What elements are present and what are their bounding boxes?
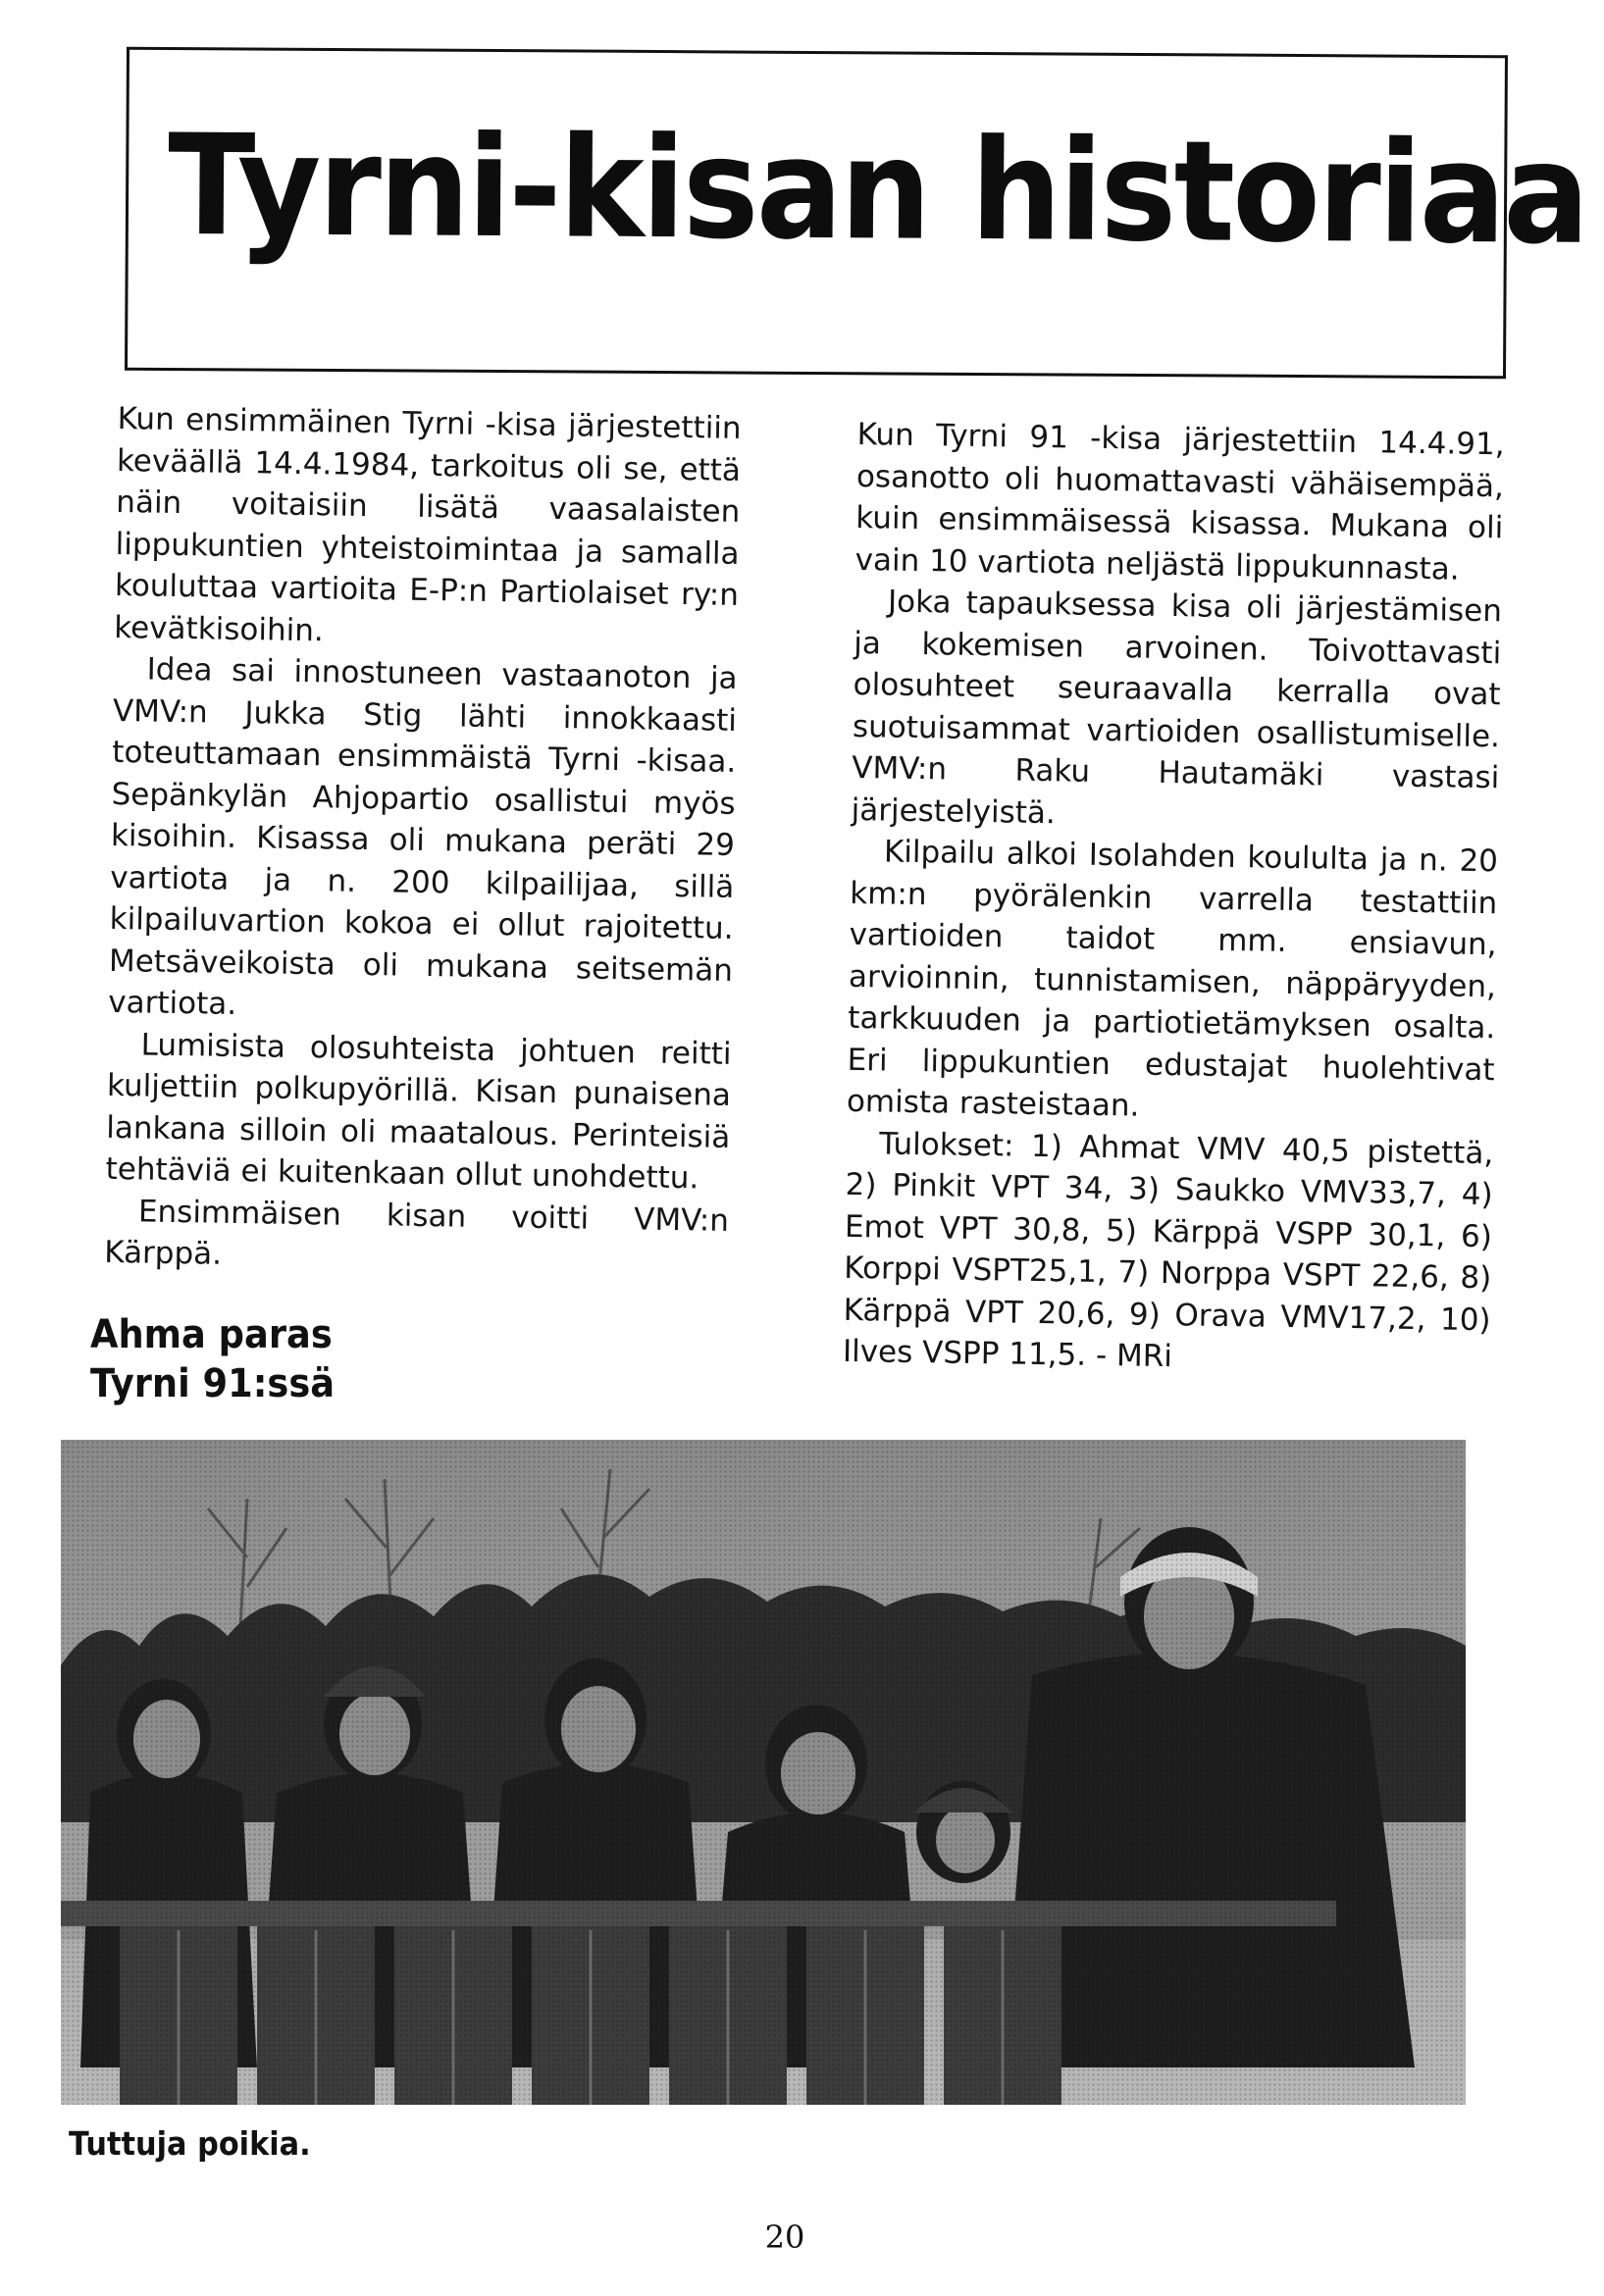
right-column xyxy=(843,414,1505,1383)
group-photo xyxy=(61,1440,1466,2105)
subheading-line-1: Ahma paras xyxy=(90,1312,333,1357)
results-paragraph: Tulokset: 1) Ahmat VMV 40,5 pistettä, 2) Pinkit VPT 34, 3) Saukko VMV33,7, 4) Emot VPT 30,8, 5) Kärppä VSPP 30,1, 6) Korppi VSPT25,1, 7) Norppa VSPT 22,6, 8) Kärppä VPT 20,6, 9) Orava VMV17,2, 10) Ilves VSPP 11,5. - MRi xyxy=(842,1125,1494,1375)
page-title: Tyrni-kisan historiaa xyxy=(167,104,1588,276)
right-paragraph-1: Kun Tyrni 91 -kisa järjestettiin 14.4.91, osanotto oli huomattavasti vähäisempää, kuin ensimmäisessä kisassa. Mukana oli vain 10 vartiota neljästä lippukunnasta. xyxy=(854,416,1505,587)
subheading-line-2: Tyrni 91:ssä xyxy=(90,1361,336,1406)
photo-caption: Tuttuja poikia. xyxy=(69,2124,311,2163)
subheading xyxy=(90,1310,469,1408)
right-paragraph-3: Kilpailu alkoi Isolahden koululta ja n. 20 km:n pyörälenkin varrella testattiin vartioiden taidot mm. ensiavun, arvioinnin, tunnistamisen, näppäryyden, tarkkuuden ja partiotietämyksen osalta. Eri lippukuntien edustajat huolehtivat omista rasteistaan. xyxy=(846,834,1499,1124)
left-column xyxy=(104,398,742,1283)
page-number: 20 xyxy=(764,2219,805,2256)
title-box xyxy=(125,47,1588,380)
left-paragraph-4: Ensimmäisen kisan voitti VMV:n Kärppä. xyxy=(104,1193,730,1272)
group-photo-image xyxy=(61,1440,1466,2105)
left-paragraph-2: Idea sai innostuneen vastaanoton ja VMV:n Jukka Stig lähti innokkaasti toteuttamaan ensimmäistä Tyrni -kisaa. Sepänkylän Ahjopartio osallistui myös kisoihin. Kisassa oli mukana peräti 29 vartiota ja n. 200 kilpailijaa, sillä kilpailuvartion kokoa ei ollut rajoitettu. Metsäveikoista oli mukana seitsemän vartiota. xyxy=(108,651,738,1022)
left-paragraph-1: Kun ensimmäinen Tyrni -kisa järjestettiin keväällä 14.4.1984, tarkoitus oli se, että näin voitaisiin lisätä vaasalaisten lippukuntien yhteistoimintaa ja samalla kouluttaa vartioita E-P:n Partiolaiset ry:n kevätkisoihin. xyxy=(114,400,742,648)
left-paragraph-3: Lumisista olosuhteista johtuen reitti kuljettiin polkupyörillä. Kisan punaisena lankana silloin oli maatalous. Perinteisiä tehtäviä ei kuitenkaan ollut unohdettu. xyxy=(105,1026,732,1197)
right-paragraph-2: Joka tapauksessa kisa oli järjestämisen ja kokemisen arvoinen. Toivottavasti olosuhteet seuraavalla kerralla ovat suotuisammat vartioiden osallistumiselle. VMV:n Raku Hautamäki vastasi järjestelyistä. xyxy=(851,584,1503,831)
